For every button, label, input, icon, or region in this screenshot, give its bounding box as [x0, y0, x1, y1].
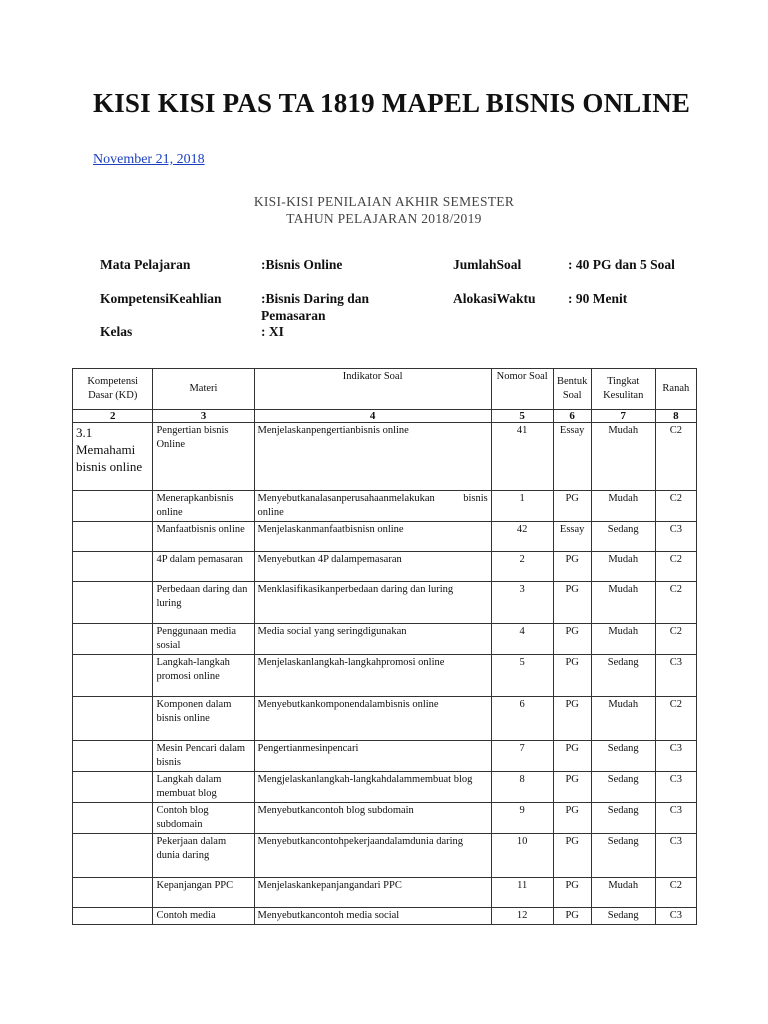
materi-cell: Manfaatbisnis online — [153, 522, 254, 552]
column-number-row — [73, 410, 697, 423]
tingkat-kesulitan-cell: Sedang — [591, 522, 655, 552]
tingkat-kesulitan-cell: Sedang — [591, 655, 655, 697]
ranah-cell: C2 — [655, 878, 696, 908]
kd-cell — [73, 834, 153, 878]
kd-cell — [73, 491, 153, 522]
kompetensi-label: KompetensiKeahlian — [100, 291, 222, 306]
nomor-soal-cell: 9 — [491, 803, 553, 834]
table-row — [73, 624, 697, 655]
bentuk-soal-cell: Essay — [553, 522, 591, 552]
indikator-cell: Menjelaskanmanfaatbisnisn online — [254, 522, 491, 552]
table-row — [73, 552, 697, 582]
tingkat-kesulitan-cell: Sedang — [591, 803, 655, 834]
materi-cell: Menerapkanbisnis online — [153, 491, 254, 522]
post-date-link[interactable]: November 21, 2018 — [93, 152, 205, 167]
indikator-cell: Media social yang seringdigunakan — [254, 624, 491, 655]
materi-cell: Komponen dalam bisnis online — [153, 697, 254, 741]
materi-cell: Langkah dalam membuat blog — [153, 772, 254, 803]
table-row — [73, 582, 697, 624]
column-number: 7 — [591, 410, 655, 423]
table-row — [73, 423, 697, 491]
bentuk-soal-cell: PG — [553, 697, 591, 741]
tingkat-kesulitan-cell: Mudah — [591, 624, 655, 655]
ranah-cell: C2 — [655, 423, 696, 491]
jumlah-soal-value: : 40 PG dan 5 Soal — [568, 257, 675, 272]
kd-cell — [73, 878, 153, 908]
nomor-soal-cell: 8 — [491, 772, 553, 803]
nomor-soal-cell: 7 — [491, 741, 553, 772]
header-ranah: Ranah — [655, 369, 696, 410]
bentuk-soal-cell: PG — [553, 803, 591, 834]
indikator-cell: Mengjelaskanlangkah-langkahdalammembuat blog — [254, 772, 491, 803]
bentuk-soal-cell: PG — [553, 834, 591, 878]
indikator-cell: Menyebutkancontohpekerjaandalamdunia daring — [254, 834, 491, 878]
table-row — [73, 803, 697, 834]
column-number: 8 — [655, 410, 696, 423]
ranah-cell: C2 — [655, 697, 696, 741]
ranah-cell: C3 — [655, 772, 696, 803]
materi-cell: Penggunaan media sosial — [153, 624, 254, 655]
tingkat-kesulitan-cell: Mudah — [591, 491, 655, 522]
kd-cell — [73, 655, 153, 697]
tingkat-kesulitan-cell: Mudah — [591, 582, 655, 624]
materi-cell: Contoh media — [153, 908, 254, 925]
kelas-value: : XI — [261, 324, 284, 339]
mapel-label: Mata Pelajaran — [100, 257, 191, 272]
materi-cell: Mesin Pencari dalam bisnis — [153, 741, 254, 772]
header-indikator: Indikator Soal — [254, 369, 491, 410]
tingkat-kesulitan-cell: Mudah — [591, 697, 655, 741]
materi-cell: 4P dalam pemasaran — [153, 552, 254, 582]
ranah-cell: C2 — [655, 582, 696, 624]
column-number: 2 — [73, 410, 153, 423]
materi-cell: Pekerjaan dalam dunia daring — [153, 834, 254, 878]
document-heading-line2: TAHUN PELAJARAN 2018/2019 — [286, 211, 482, 226]
bentuk-soal-cell: PG — [553, 552, 591, 582]
ranah-cell: C3 — [655, 522, 696, 552]
tingkat-kesulitan-cell: Sedang — [591, 772, 655, 803]
kd-cell — [73, 624, 153, 655]
post-title: KISI KISI PAS TA 1819 MAPEL BISNIS ONLINE — [93, 88, 691, 118]
tingkat-kesulitan-cell: Sedang — [591, 741, 655, 772]
indikator-cell: Menyebutkancontoh blog subdomain — [254, 803, 491, 834]
materi-cell: Kepanjangan PPC — [153, 878, 254, 908]
kd-cell — [73, 582, 153, 624]
indikator-cell: Menjelaskankepanjangandari PPC — [254, 878, 491, 908]
document-heading-line1: KISI-KISI PENILAIAN AKHIR SEMESTER — [253, 194, 515, 209]
tingkat-kesulitan-cell: Sedang — [591, 908, 655, 925]
header-nomor: Nomor Soal — [491, 369, 553, 410]
kd-cell — [73, 772, 153, 803]
table-row — [73, 655, 697, 697]
indikator-cell: Menyebutkanalasanperusahaanmelakukan bisnis online — [254, 491, 491, 522]
kd-cell — [73, 697, 153, 741]
header-bentuk: Bentuk Soal — [553, 369, 591, 410]
materi-cell: Langkah-langkah promosi online — [153, 655, 254, 697]
materi-cell: Perbedaan daring dan luring — [153, 582, 254, 624]
bentuk-soal-cell: PG — [553, 624, 591, 655]
nomor-soal-cell: 4 — [491, 624, 553, 655]
nomor-soal-cell: 42 — [491, 522, 553, 552]
bentuk-soal-cell: PG — [553, 655, 591, 697]
tingkat-kesulitan-cell: Mudah — [591, 552, 655, 582]
tingkat-kesulitan-cell: Mudah — [591, 878, 655, 908]
indikator-cell: Menyebutkan 4P dalampemasaran — [254, 552, 491, 582]
ranah-cell: C3 — [655, 908, 696, 925]
bentuk-soal-cell: PG — [553, 491, 591, 522]
ranah-cell: C2 — [655, 624, 696, 655]
nomor-soal-cell: 1 — [491, 491, 553, 522]
bentuk-soal-cell: PG — [553, 772, 591, 803]
bentuk-soal-cell: PG — [553, 908, 591, 925]
nomor-soal-cell: 6 — [491, 697, 553, 741]
nomor-soal-cell: 5 — [491, 655, 553, 697]
table-row — [73, 491, 697, 522]
kd-cell — [73, 741, 153, 772]
indikator-cell: Menjelaskanpengertianbisnis online — [254, 423, 491, 491]
nomor-soal-cell: 11 — [491, 878, 553, 908]
header-tingkat: Tingkat Kesulitan — [591, 369, 655, 410]
column-number: 5 — [491, 410, 553, 423]
kelas-label: Kelas — [100, 324, 133, 339]
materi-cell: Pengertian bisnis Online — [153, 423, 254, 491]
nomor-soal-cell: 2 — [491, 552, 553, 582]
table-row — [73, 878, 697, 908]
indikator-cell: Pengertianmesinpencari — [254, 741, 491, 772]
indikator-cell: Menjelaskanlangkah-langkahpromosi online — [254, 655, 491, 697]
ranah-cell: C2 — [655, 491, 696, 522]
header-kd: Kompetensi Dasar (KD) — [73, 369, 153, 410]
indikator-cell: Menyebutkankomponendalambisnis online — [254, 697, 491, 741]
bentuk-soal-cell: PG — [553, 741, 591, 772]
kd-cell — [73, 908, 153, 925]
table-row — [73, 772, 697, 803]
alokasi-waktu-value: : 90 Menit — [568, 291, 628, 306]
nomor-soal-cell: 12 — [491, 908, 553, 925]
indikator-cell: Menklasifikasikanperbedaan daring dan luring — [254, 582, 491, 624]
tingkat-kesulitan-cell: Sedang — [591, 834, 655, 878]
jumlah-soal-label: JumlahSoal — [453, 257, 522, 272]
kd-cell — [73, 522, 153, 552]
column-number: 4 — [254, 410, 491, 423]
ranah-cell: C3 — [655, 655, 696, 697]
ranah-cell: C2 — [655, 552, 696, 582]
tingkat-kesulitan-cell: Mudah — [591, 423, 655, 491]
mapel-value: :Bisnis Online — [261, 257, 343, 272]
indikator-cell: Menyebutkancontoh media social — [254, 908, 491, 925]
ranah-cell: C3 — [655, 741, 696, 772]
kd-cell — [73, 803, 153, 834]
nomor-soal-cell: 41 — [491, 423, 553, 491]
nomor-soal-cell: 3 — [491, 582, 553, 624]
column-number: 6 — [553, 410, 591, 423]
table-row — [73, 834, 697, 878]
bentuk-soal-cell: Essay — [553, 423, 591, 491]
nomor-soal-cell: 10 — [491, 834, 553, 878]
table-row — [73, 697, 697, 741]
bentuk-soal-cell: PG — [553, 878, 591, 908]
column-number: 3 — [153, 410, 254, 423]
bentuk-soal-cell: PG — [553, 582, 591, 624]
header-materi: Materi — [153, 369, 254, 410]
kompetensi-value: :Bisnis Daring dan Pemasaran — [261, 291, 370, 323]
kd-cell — [73, 552, 153, 582]
ranah-cell: C3 — [655, 834, 696, 878]
materi-cell: Contoh blog subdomain — [153, 803, 254, 834]
table-row — [73, 908, 697, 925]
kd-cell: 3.1 Memahami bisnis online — [73, 423, 153, 491]
kisi-kisi-table — [72, 368, 697, 925]
ranah-cell: C3 — [655, 803, 696, 834]
alokasi-waktu-label: AlokasiWaktu — [453, 291, 536, 306]
table-row — [73, 522, 697, 552]
table-row — [73, 741, 697, 772]
